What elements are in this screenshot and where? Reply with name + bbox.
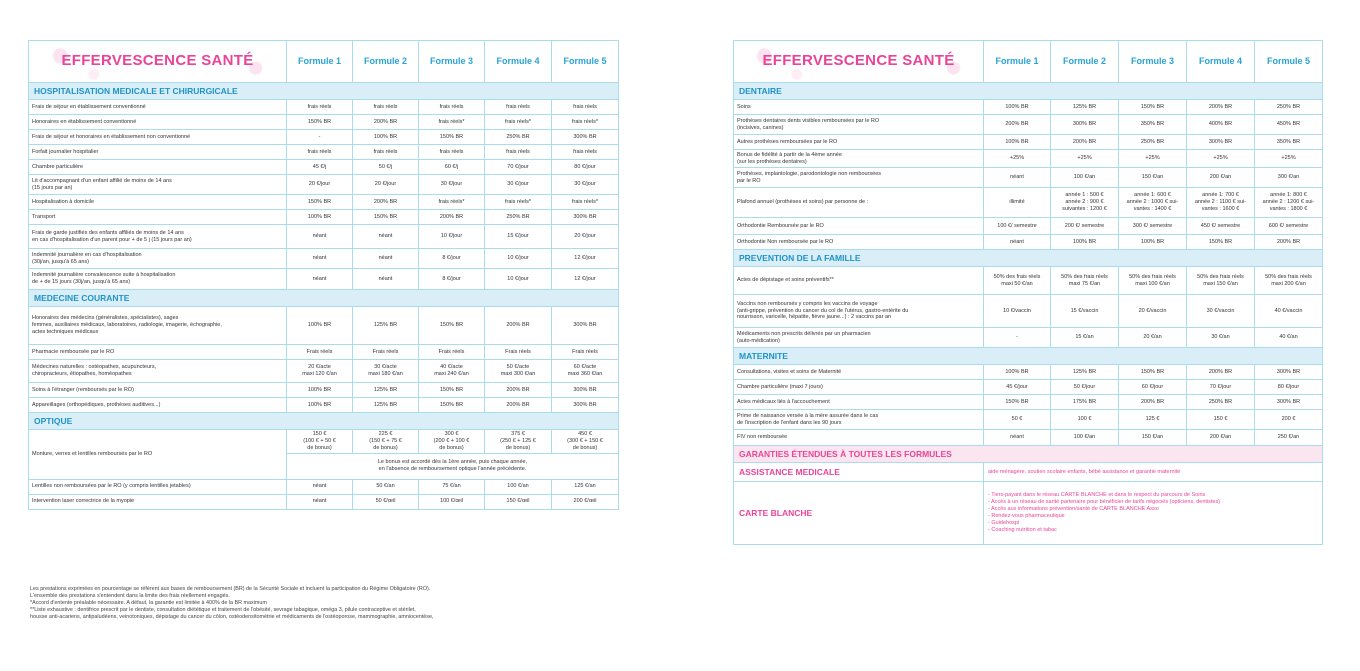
row-value-formule-2: 125% BR (1051, 100, 1119, 115)
carte-blanche-item: - Guidehospi (988, 519, 1020, 526)
footnote-line: housse anti-acariens, antipaludéens, veinotoniques, dépistage du cancer du côlon, ostéodensitométrie et médicaments de l'ostéoporose, mammographie, amniocentèse, (30, 614, 434, 621)
table-row (734, 430, 1323, 446)
section-title: HOSPITALISATION MEDICALE ET CHIRURGICALE (29, 83, 619, 100)
footnote-line: **Liste exhaustive : dentifrice prescrit par le dentiste, consultation diététique et traitement de l'obésité, sevrage tabagique, oméga 3, pilule contraceptive et stérilet, (30, 607, 416, 614)
row-value-formule-1: 10 €/vaccin (984, 295, 1051, 328)
table-row (734, 235, 1323, 250)
row-value-formule-1: frais réels (287, 100, 353, 115)
row-value-formule-2: 150% BR (353, 210, 419, 225)
row-value-formule-2: 200% BR (353, 195, 419, 210)
table-row (29, 145, 619, 160)
row-value-formule-3: 8 €/jour (419, 269, 485, 290)
row-value-formule-3: +25% (1119, 150, 1187, 168)
row-value-formule-5: 300 €/an (1255, 168, 1323, 188)
row-value-formule-5: 200 € (1255, 410, 1323, 430)
table-row (734, 395, 1323, 410)
row-label: Orthodontie Remboursée par le RO (734, 218, 984, 235)
row-value-formule-2: Frais réels (353, 345, 419, 360)
row-value-formule-3: 150% BR (419, 383, 485, 398)
row-label: Autres prothèses remboursées par le RO (734, 135, 984, 150)
table-row (734, 380, 1323, 395)
assistance-label: ASSISTANCE MEDICALE (734, 463, 984, 482)
row-label: Indemnité journalière convalescence suite à hospitalisation de + de 15 jours (30j/an, jusqu'à 65 ans) (29, 269, 287, 290)
section-header-row (29, 290, 619, 307)
carte-blanche-row (734, 482, 1323, 545)
row-value-formule-2: 125% BR (353, 398, 419, 413)
row-value-formule-4: frais réels (485, 145, 552, 160)
row-value-formule-2: 100 €/an (1051, 430, 1119, 446)
row-value-formule-5: 300% BR (552, 210, 619, 225)
row-value-formule-5: 450 € (300 € + 150 € de bonus) (552, 430, 619, 454)
row-value-formule-1: néant (984, 168, 1051, 188)
row-value-formule-5: année 1: 800 € année 2 : 1200 € sui- vantes : 1800 € (1255, 188, 1323, 218)
row-label: Frais de séjour et honoraires en établissement non conventionné (29, 130, 287, 145)
table-row (734, 115, 1323, 135)
row-label: Orthodontie Non remboursée par le RO (734, 235, 984, 250)
row-value-formule-1: - (287, 130, 353, 145)
formula-header-4: Formule 4 (1187, 41, 1255, 83)
carte-blanche-label: CARTE BLANCHE (734, 482, 984, 545)
row-value-formule-1: néant (287, 249, 353, 269)
row-value-formule-5: 600 €/ semestre (1255, 218, 1323, 235)
row-value-formule-4: 200% BR (485, 398, 552, 413)
formula-header-1: Formule 1 (984, 41, 1051, 83)
row-label: Actes médicaux liés à l'accouchement (734, 395, 984, 410)
row-value-formule-4: 300% BR (1187, 135, 1255, 150)
section-header-row (734, 83, 1323, 100)
row-value-formule-1: 150 € (100 € + 50 € de bonus) (287, 430, 353, 454)
row-value-formule-1: néant (287, 494, 353, 509)
row-value-formule-4: 150% BR (1187, 235, 1255, 250)
table-row (29, 479, 619, 494)
row-value-formule-4: +25% (1187, 150, 1255, 168)
row-value-formule-1: 200% BR (984, 115, 1051, 135)
row-value-formule-3: 100 €/œil (419, 494, 485, 509)
row-value-formule-1: néant (984, 235, 1051, 250)
row-label: Honoraires des médecins (généralistes, spécialistes), sages femmes, auxiliaires médicaux, laboratoires, radiologie, imagerie, échographie, actes techniques médicaux (29, 307, 287, 345)
table-row (29, 130, 619, 145)
row-value-formule-3: frais réels (419, 145, 485, 160)
table-row (29, 345, 619, 360)
row-value-formule-5: frais réels (552, 145, 619, 160)
row-value-formule-4: Frais réels (485, 345, 552, 360)
footnote-line: *Accord d'entente préalable nécessaire. A défaut, la garantie est limitée à 400% de la BR maximum (30, 600, 267, 607)
footnotes (30, 586, 620, 621)
row-value-formule-3: 100% BR (1119, 235, 1187, 250)
table-header-row (734, 41, 1323, 83)
row-value-formule-4: année 1: 700 € année 2 : 1100 € sui- vantes : 1600 € (1187, 188, 1255, 218)
row-value-formule-2: +25% (1051, 150, 1119, 168)
row-value-formule-2: 50 €/jour (1051, 380, 1119, 395)
assistance-row (734, 463, 1323, 482)
left-guarantee-table-panel (28, 40, 618, 510)
table-row (29, 398, 619, 413)
carte-blanche-item: - Accès à un réseau de santé partenaire pour bénéficier de tarifs négociés (opticiens, dentistes) (988, 499, 1221, 506)
row-value-formule-5: +25% (1255, 150, 1323, 168)
row-value-formule-1: 150% BR (984, 395, 1051, 410)
row-value-formule-1: néant (287, 269, 353, 290)
table-row (29, 195, 619, 210)
row-value-formule-2: néant (353, 249, 419, 269)
row-value-formule-1: 150% BR (287, 195, 353, 210)
row-value-formule-3: Frais réels (419, 345, 485, 360)
table-row (734, 365, 1323, 380)
section-header-row (734, 250, 1323, 267)
row-value-formule-4: 10 €/jour (485, 269, 552, 290)
row-label: Pharmacie remboursée par le RO (29, 345, 287, 360)
row-value-formule-3: 250% BR (1119, 135, 1187, 150)
row-value-formule-4: 250% BR (485, 130, 552, 145)
footnote-line: Les prestations exprimées en pourcentage se réfèrent aux bases de remboursement (BR) de la Sécurité Sociale et incluent la participation du Régime Obligatoire (RO). (30, 586, 431, 592)
row-value-formule-2: 100 € (1051, 410, 1119, 430)
table-row (29, 175, 619, 195)
row-value-formule-4: 200 €/an (1187, 430, 1255, 446)
row-label: Transport (29, 210, 287, 225)
row-value-formule-1: 20 €/acte maxi 120 €/an (287, 360, 353, 383)
row-value-formule-3: 150% BR (1119, 100, 1187, 115)
table-row (734, 295, 1323, 328)
row-value-formule-2: frais réels (353, 100, 419, 115)
row-value-formule-5: 250 €/an (1255, 430, 1323, 446)
row-value-formule-5: 250% BR (1255, 100, 1323, 115)
brand-title: EFFERVESCENCE SANTÉ (734, 41, 984, 83)
row-value-formule-5: 50% des frais réels maxi 200 €/an (1255, 267, 1323, 295)
row-value-formule-2: 225 € (150 € + 75 € de bonus) (353, 430, 419, 454)
row-value-formule-3: 150% BR (419, 398, 485, 413)
table-row (29, 160, 619, 175)
row-value-formule-5: frais réels* (552, 195, 619, 210)
row-value-formule-5: 300% BR (1255, 365, 1323, 380)
row-value-formule-2: 125% BR (353, 383, 419, 398)
row-value-formule-3: 20 €/vaccin (1119, 295, 1187, 328)
row-value-formule-2: 50% des frais réels maxi 75 €/an (1051, 267, 1119, 295)
row-value-formule-4: frais réels* (485, 115, 552, 130)
row-value-formule-5: 125 €/an (552, 479, 619, 494)
table-row (734, 150, 1323, 168)
row-value-formule-4: 200% BR (1187, 100, 1255, 115)
row-label: Prothèses, implantologie, parodontologie non remboursées par le RO (734, 168, 984, 188)
row-label: Bonus de fidélité à partir de la 4ème année (sur les prothèses dentaires) (734, 150, 984, 168)
row-value-formule-2: 125% BR (353, 307, 419, 345)
table-row (29, 383, 619, 398)
row-value-formule-4: 10 €/jour (485, 249, 552, 269)
row-value-formule-1: frais réels (287, 145, 353, 160)
row-value-formule-3: 300 € (200 € + 100 € de bonus) (419, 430, 485, 454)
table-row (29, 307, 619, 345)
row-value-formule-5: 300% BR (552, 383, 619, 398)
section-title: MATERNITE (734, 348, 1323, 365)
section-title: OPTIQUE (29, 413, 619, 430)
row-value-formule-4: 100 €/an (485, 479, 552, 494)
row-value-formule-5: 200 €/œil (552, 494, 619, 509)
row-value-formule-5: 450% BR (1255, 115, 1323, 135)
row-value-formule-4: 150 € (1187, 410, 1255, 430)
row-label: Soins (734, 100, 984, 115)
row-value-formule-2: 15 €/an (1051, 328, 1119, 348)
row-value-formule-2: 20 €/jour (353, 175, 419, 195)
row-value-formule-1: néant (287, 479, 353, 494)
row-value-formule-2: 50 €/an (353, 479, 419, 494)
section-title: PREVENTION DE LA FAMILLE (734, 250, 1323, 267)
assistance-text: aide ménagère, soutien scolaire enfants, bébé assistance et garantie maternité (984, 463, 1323, 482)
row-value-formule-4: 200% BR (1187, 365, 1255, 380)
row-value-formule-3: 8 €/jour (419, 249, 485, 269)
table-row (29, 249, 619, 269)
row-value-formule-3: 10 €/jour (419, 225, 485, 249)
row-value-formule-4: 70 €/jour (1187, 380, 1255, 395)
table-row (734, 100, 1323, 115)
garanties-title: GARANTIES ÉTENDUES À TOUTES LES FORMULES (734, 446, 1323, 463)
row-value-formule-3: 60 €/j (419, 160, 485, 175)
row-value-formule-3: 200% BR (1119, 395, 1187, 410)
row-label: Médicaments non prescrits délivrés par un pharmacien (auto-médication) (734, 328, 984, 348)
brand-title: EFFERVESCENCE SANTÉ (29, 41, 287, 83)
bonus-note: Le bonus est accordé dès la 1ère année, puis chaque année, en l'absence de remboursement optique l'année précédente. (287, 453, 619, 479)
row-label: Soins à l'étranger (remboursés par le RO) (29, 383, 287, 398)
section-header-row (734, 348, 1323, 365)
row-value-formule-1: 100% BR (287, 398, 353, 413)
row-value-formule-4: 400% BR (1187, 115, 1255, 135)
row-value-formule-5: 300% BR (1255, 395, 1323, 410)
row-value-formule-4: 200% BR (485, 383, 552, 398)
row-label: Indemnité journalière en cas d'hospitalisation (30j/an, jusqu'à 65 ans) (29, 249, 287, 269)
table-row (734, 168, 1323, 188)
row-value-formule-1: 50 € (984, 410, 1051, 430)
row-value-formule-1: néant (984, 430, 1051, 446)
row-value-formule-4: 450 €/ semestre (1187, 218, 1255, 235)
row-value-formule-5: 300% BR (552, 130, 619, 145)
row-value-formule-2: 200 €/ semestre (1051, 218, 1119, 235)
garanties-header-row (734, 446, 1323, 463)
row-value-formule-5: 350% BR (1255, 135, 1323, 150)
section-header-row (29, 83, 619, 100)
row-value-formule-3: 20 €/an (1119, 328, 1187, 348)
formula-header-1: Formule 1 (287, 41, 353, 83)
row-value-formule-3: 60 €/jour (1119, 380, 1187, 395)
row-value-formule-2: 50 €/œil (353, 494, 419, 509)
formula-header-3: Formule 3 (1119, 41, 1187, 83)
row-value-formule-3: 40 €/acte maxi 240 €/an (419, 360, 485, 383)
table-row (29, 360, 619, 383)
row-label: Actes de dépistage et soins préventifs** (734, 267, 984, 295)
row-value-formule-1: 45 €/j (287, 160, 353, 175)
row-value-formule-1: 100% BR (984, 100, 1051, 115)
table-row (29, 100, 619, 115)
carte-blanche-item: - Tiers-payant dans le réseau CARTE BLANCHE et dans le respect du parcours de Soins (988, 492, 1206, 499)
row-value-formule-4: 200 €/an (1187, 168, 1255, 188)
row-value-formule-5: 60 €/acte maxi 360 €/an (552, 360, 619, 383)
row-value-formule-1: 50% des frais réels maxi 50 €/an (984, 267, 1051, 295)
row-value-formule-5: 40 €/an (1255, 328, 1323, 348)
row-value-formule-1: 100 €/ semestre (984, 218, 1051, 235)
row-value-formule-2: néant (353, 269, 419, 290)
row-value-formule-4: 50 €/acte maxi 300 €/an (485, 360, 552, 383)
row-value-formule-2: 200% BR (353, 115, 419, 130)
table-row (734, 267, 1323, 295)
row-value-formule-3: 200% BR (419, 210, 485, 225)
row-value-formule-1: 100% BR (287, 210, 353, 225)
formula-header-3: Formule 3 (419, 41, 485, 83)
row-value-formule-3: 150 €/an (1119, 168, 1187, 188)
row-value-formule-1: 100% BR (287, 383, 353, 398)
row-value-formule-5: 12 €/jour (552, 269, 619, 290)
formula-header-2: Formule 2 (1051, 41, 1119, 83)
row-value-formule-5: 20 €/jour (552, 225, 619, 249)
row-value-formule-1: Frais réels (287, 345, 353, 360)
right-guarantee-table (733, 40, 1323, 545)
row-value-formule-4: 30 €/an (1187, 328, 1255, 348)
row-value-formule-5: frais réels (552, 100, 619, 115)
row-value-formule-1: 45 €/jour (984, 380, 1051, 395)
row-label: Chambre particulière (29, 160, 287, 175)
table-row (29, 494, 619, 509)
carte-blanche-list (984, 482, 1323, 545)
row-label: Monture, verres et lentilles remboursés par le RO (29, 430, 287, 480)
row-label: Forfait journalier hospitalier (29, 145, 287, 160)
row-value-formule-5: 300% BR (552, 398, 619, 413)
row-value-formule-1: 100% BR (984, 135, 1051, 150)
row-label: Honoraires en établissement conventionné (29, 115, 287, 130)
carte-blanche-item: - Rendez-vous pharmaceutique (988, 513, 1065, 519)
row-value-formule-3: frais réels* (419, 195, 485, 210)
row-label: Consultations, visites et soins de Maternité (734, 365, 984, 380)
row-value-formule-5: 200% BR (1255, 235, 1323, 250)
section-title: MEDECINE COURANTE (29, 290, 619, 307)
row-value-formule-1: 150% BR (287, 115, 353, 130)
row-value-formule-5: 40 €/vaccin (1255, 295, 1323, 328)
row-label: Prime de naissance versée à la mère assurée dans le cas de l'inscription de l'enfant dans les 90 jours (734, 410, 984, 430)
row-value-formule-3: 30 €/jour (419, 175, 485, 195)
formula-header-5: Formule 5 (1255, 41, 1323, 83)
row-value-formule-4: 15 €/jour (485, 225, 552, 249)
row-value-formule-3: année 1: 600 € année 2 : 1000 € sui- vantes : 1400 € (1119, 188, 1187, 218)
row-value-formule-3: 350% BR (1119, 115, 1187, 135)
formula-header-2: Formule 2 (353, 41, 419, 83)
table-row (29, 210, 619, 225)
row-value-formule-3: 50% des frais réels maxi 100 €/an (1119, 267, 1187, 295)
row-value-formule-2: 300% BR (1051, 115, 1119, 135)
row-value-formule-5: 12 €/jour (552, 249, 619, 269)
row-value-formule-2: 100 €/an (1051, 168, 1119, 188)
row-value-formule-2: 200% BR (1051, 135, 1119, 150)
row-value-formule-4: frais réels* (485, 195, 552, 210)
row-value-formule-4: 70 €/jour (485, 160, 552, 175)
row-value-formule-4: 250% BR (485, 210, 552, 225)
row-label: Lentilles non remboursées par le RO (y compris lentilles jetables) (29, 479, 287, 494)
row-value-formule-2: 15 €/vaccin (1051, 295, 1119, 328)
table-row (29, 430, 619, 454)
table-row (734, 410, 1323, 430)
row-label: Lit d'accompagnant d'un enfant affilié de moins de 14 ans (15 jours par an) (29, 175, 287, 195)
row-value-formule-2: 175% BR (1051, 395, 1119, 410)
left-guarantee-table (28, 40, 619, 510)
row-value-formule-1: 20 €/jour (287, 175, 353, 195)
row-value-formule-2: 100% BR (1051, 235, 1119, 250)
row-label: Hospitalisation à domicile (29, 195, 287, 210)
row-value-formule-2: 30 €/acte maxi 180 €/an (353, 360, 419, 383)
row-value-formule-3: 150% BR (1119, 365, 1187, 380)
formula-header-5: Formule 5 (552, 41, 619, 83)
row-label: Vaccins non remboursés y compris les vaccins de voyage (anti-grippe, prévention du cancer du col de l'utérus, gastro-entérite du nourrisson, varicelle, hépatite, fièvre jaune...) : 2 vaccins par an (734, 295, 984, 328)
row-value-formule-4: 30 €/jour (485, 175, 552, 195)
row-label: Frais de garde justifiés des enfants affiliés de moins de 14 ans en cas d'hospitalisation d'un parent pour + de 5 j (15 jours par an) (29, 225, 287, 249)
table-row (29, 269, 619, 290)
row-value-formule-4: 250% BR (1187, 395, 1255, 410)
row-value-formule-3: 125 € (1119, 410, 1187, 430)
carte-blanche-item: - Accès aux informations prévention/santé de CARTE BLANCHE Asso (988, 506, 1159, 513)
row-value-formule-3: 75 €/an (419, 479, 485, 494)
table-row (734, 218, 1323, 235)
row-value-formule-4: frais réels (485, 100, 552, 115)
footnote-line: L'ensemble des prestations s'entendent dans la limite des frais réellement engagés. (30, 593, 230, 600)
row-value-formule-3: 150 €/an (1119, 430, 1187, 446)
table-row (29, 115, 619, 130)
section-title: DENTAIRE (734, 83, 1323, 100)
row-value-formule-1: néant (287, 225, 353, 249)
row-value-formule-4: 375 € (250 € + 125 € de bonus) (485, 430, 552, 454)
table-header-row (29, 41, 619, 83)
row-value-formule-2: 100% BR (353, 130, 419, 145)
row-value-formule-4: 30 €/vaccin (1187, 295, 1255, 328)
table-row (29, 225, 619, 249)
row-value-formule-5: 300% BR (552, 307, 619, 345)
row-value-formule-3: 150% BR (419, 307, 485, 345)
row-label: Intervention laser correctrice de la myopie (29, 494, 287, 509)
formula-header-4: Formule 4 (485, 41, 552, 83)
row-label: Chambre particulière (maxi 7 jours) (734, 380, 984, 395)
row-value-formule-4: 200% BR (485, 307, 552, 345)
row-value-formule-5: 80 €/jour (1255, 380, 1323, 395)
row-value-formule-2: 50 €/j (353, 160, 419, 175)
row-value-formule-2: néant (353, 225, 419, 249)
row-value-formule-1: +25% (984, 150, 1051, 168)
row-label: Prothèses dentaires dents visibles remboursées par le RO (incisives, canines) (734, 115, 984, 135)
section-header-row (29, 413, 619, 430)
row-label: Frais de séjour en établissement conventionné (29, 100, 287, 115)
row-value-formule-5: 30 €/jour (552, 175, 619, 195)
row-value-formule-5: 80 €/jour (552, 160, 619, 175)
row-value-formule-1: illimité (984, 188, 1051, 218)
row-value-formule-4: 50% des frais réels maxi 150 €/an (1187, 267, 1255, 295)
table-row (734, 328, 1323, 348)
row-value-formule-5: Frais réels (552, 345, 619, 360)
row-label: Plafond annuel (prothèses et soins) par personne de : (734, 188, 984, 218)
right-guarantee-table-panel (733, 40, 1322, 545)
row-value-formule-2: année 1 : 500 € année 2 : 900 € suivantes : 1200 € (1051, 188, 1119, 218)
row-value-formule-3: frais réels* (419, 115, 485, 130)
row-value-formule-4: 150 €/œil (485, 494, 552, 509)
row-label: FIV non remboursée (734, 430, 984, 446)
table-row (734, 188, 1323, 218)
row-value-formule-3: 150% BR (419, 130, 485, 145)
row-value-formule-2: 125% BR (1051, 365, 1119, 380)
row-value-formule-5: frais réels* (552, 115, 619, 130)
row-label: Médecines naturelles : ostéopathes, acupuncteurs, chiropracteurs, étiopathes, homéopathes (29, 360, 287, 383)
carte-blanche-item: - Coaching nutrition et tabac (988, 526, 1057, 533)
row-label: Appareillages (orthopédiques, prothèses auditives...) (29, 398, 287, 413)
row-value-formule-1: - (984, 328, 1051, 348)
row-value-formule-1: 100% BR (984, 365, 1051, 380)
row-value-formule-3: frais réels (419, 100, 485, 115)
table-row (734, 135, 1323, 150)
row-value-formule-1: 100% BR (287, 307, 353, 345)
row-value-formule-2: frais réels (353, 145, 419, 160)
row-value-formule-3: 300 €/ semestre (1119, 218, 1187, 235)
